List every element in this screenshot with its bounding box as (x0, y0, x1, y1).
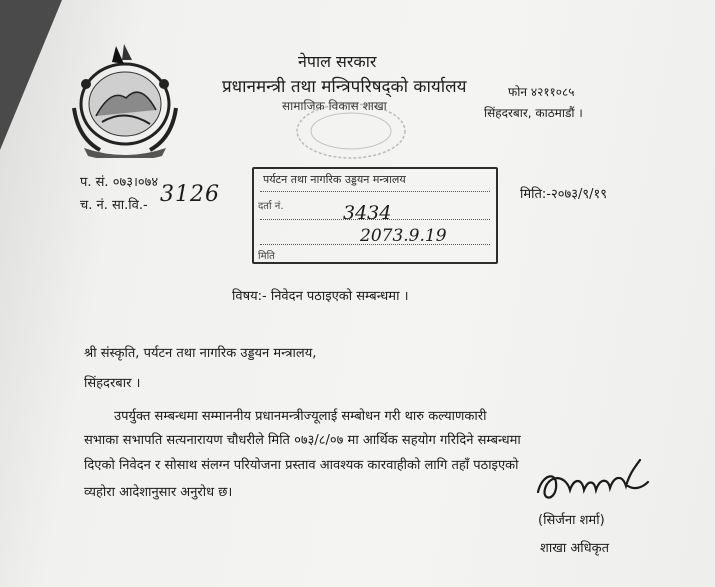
body-paragraph-line: सभाका सभापति सत्यनारायण चौधरीले मिति ०७३/८/०७ मा आर्थिक सहयोग गरिदिने सम्बन्धमा (84, 433, 521, 448)
stamp-registration-number: 3434 (343, 202, 392, 224)
stamp-divider (260, 191, 490, 192)
section-name: सामाजिक विकास शाखा (282, 99, 387, 113)
recipient-line: सिंहदरबार । (84, 376, 141, 391)
recipient-line: श्री संस्कृति, पर्यटन तथा नागरिक उड्डयन मन्त्रालय, (84, 346, 317, 361)
body-paragraph-line: व्यहोरा आदेशानुसार अनुरोध छ। (84, 485, 233, 500)
government-name: नेपाल सरकार (298, 52, 377, 71)
signatory-name: (सिर्जना शर्मा) (538, 513, 605, 528)
page-shadow-corner (0, 0, 62, 150)
nepal-emblem-icon (66, 38, 184, 158)
stamp-date-label: मिति (258, 251, 275, 262)
dispatch-number-label: च. नं. सा.वि.- (80, 198, 148, 213)
office-name: प्रधानमन्त्री तथा मन्त्रिपरिषद्को कार्यालय (222, 77, 467, 97)
subject-line: विषय:- निवेदन पठाइएको सम्बन्धमा । (232, 289, 409, 304)
stamp-number-label: दर्ता नं. (258, 201, 284, 212)
body-paragraph-line: उपर्युक्त सम्बन्धमा सम्माननीय प्रधानमन्त्रीज्यूलाई सम्बोधन गरी थारु कल्याणकारी (114, 409, 487, 424)
phone-number: फोन ४२११०८५ (508, 85, 575, 99)
signatory-designation: शाखा अधिकृत (540, 541, 610, 556)
body-paragraph-line: दिएको निवेदन र सोसाथ संलग्न परियोजना प्रस्ताव आवश्यक कारवाहीको लागि तहाँ पठाइएको (84, 458, 519, 473)
dispatch-number-handwritten: 3126 (160, 182, 220, 207)
letter-date: मिति:-२०७३/९/१९ (520, 187, 608, 202)
office-address: सिंहदरबार, काठमाडौं । (484, 106, 583, 120)
stamp-ministry-title: पर्यटन तथा नागरिक उड्डयन मन्त्रालय (263, 173, 406, 186)
letter-number: प. सं. ०७३।०७४ (80, 175, 159, 190)
stamp-registration-date: 2073.9.19 (360, 226, 447, 246)
signature-mark (532, 456, 652, 508)
